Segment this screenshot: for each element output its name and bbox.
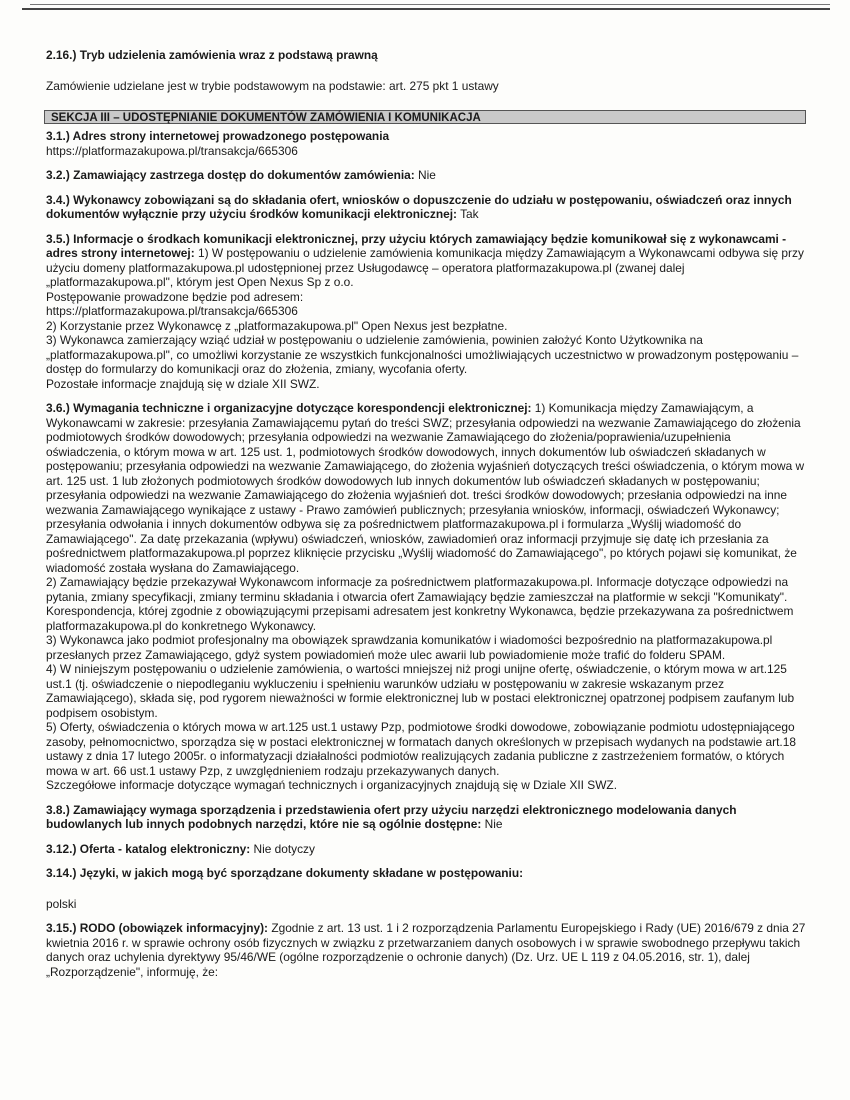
section-3-6-line: 5) Oferty, oświadczenia o których mowa w art.125 ust.1 ustawy Pzp, podmiotowe środki dowodowe, zobowiązanie podmiotu udostępniającego zasoby, pełnomocnictwo, sporządza się w postaci elektronicznej w formatach danych określonych w przepisach wydanych na podstawie art.18 ustawy z dnia 17 lutego 2005r. o informatyzacji działalności podmiotów realizujących zadania publiczne z zastrzeżeniem formatów, o których mowa w art. 66 ust.1 ustawy Pzp, z uwzględnieniem rodzaju przekazywanych danych. bbox=[46, 720, 796, 778]
section-3-15-heading: 3.15.) RODO (obowiązek informacyjny): bbox=[46, 921, 269, 935]
section-3-5-line: https://platformazakupowa.pl/transakcja/665306 bbox=[46, 304, 298, 318]
section-3-15 bbox=[46, 921, 806, 979]
section-3-2-value: Nie bbox=[414, 168, 436, 182]
section-3-6-line: 2) Zamawiający będzie przekazywał Wykonawcom informacje za pośrednictwem platformazakupowa.pl. Informacje dotyczące odpowiedzi na pytania, zmiany specyfikacji, zmiany terminu składania i otwarcia ofert Zamawiający będzie zamieszczał na platformie w sekcji "Komunikaty". Korespondencja, której zgodnie z obowiązującymi przepisami adresatem jest konkretny Wykonawca, będzie przekazywana za pośrednictwem platformazakupowa.pl do konkretnego Wykonawcy. bbox=[46, 575, 794, 633]
section-3-1 bbox=[46, 129, 806, 158]
section-3-5-line: 3) Wykonawca zamierzający wziąć udział w postępowaniu o udzielenie zamówienia, powinien założyć Konto Użytkownika na „platformazakupowa.pl", co umożliwi korzystanie ze wszystkich funkcjonalności umożliwiających uczestnictwo w prowadzonym postępowaniu – dostęp do formularzy do komunikacji oraz do złożenia, zmiany, wycofania oferty. bbox=[46, 333, 799, 376]
document-body bbox=[46, 48, 806, 979]
section-3-6-lead: 1) Komunikacja między Zamawiającym, a Wykonawcami w zakresie: przesyłania Zamawiającemu pytań do treści SWZ; przesyłania odpowiedzi na wezwanie Zamawiającego do złożenia podmiotowych środków dowodowych; przesyłania odpowiedzi na wezwanie Zamawiającego do złożenia/poprawienia/uzupełnienia oświadczenia, o którym mowa w art. 125 ust. 1, podmiotowych środków dowodowych, innych dokumentów lub oświadczeń składanych w postępowaniu; przesyłania odpowiedzi na wezwanie Zamawiającego, do złożenia wyjaśnień dotyczących treści oświadczenia, o którym mowa w art. 125 ust. 1 lub złożonych podmiotowych środków dowodowych lub innych dokumentów lub oświadczeń składanych w postępowaniu; przesyłania odpowiedzi na wezwanie Zamawiającego do złożenia wyjaśnień dot. treści środków dowodowych; przesłania odpowiedzi na inne wezwania Zamawiającego wynikające z ustawy - Prawo zamówień publicznych; przesyłania wniosków, informacji, oświadczeń Wykonawcy; przesyłania odwołania i innych dokumentów odbywa się za pośrednictwem platformazakupowa.pl i formularza „Wyślij wiadomość do Zamawiającego". Za datę przekazania (wpływu) oświadczeń, wniosków, zawiadomień oraz informacji przyjmuje się datę ich przesłania za pośrednictwem platformazakupowa.pl poprzez kliknięcie przycisku „Wyślij wiadomość do Zamawiającego", po których pojawi się komunikat, że wiadomość została wysłana do Zamawiającego. bbox=[46, 401, 805, 575]
section-2-16-heading: 2.16.) Tryb udzielenia zamówienia wraz z podstawą prawną bbox=[46, 48, 378, 62]
section-3-8-heading: 3.8.) Zamawiający wymaga sporządzenia i przedstawienia ofert przy użyciu narzędzi elektronicznego modelowania danych budowlanych lub innych podobnych narzędzi, które nie są ogólnie dostępne: bbox=[46, 802, 737, 831]
section-3-2-heading: 3.2.) Zamawiający zastrzega dostęp do dokumentów zamówienia: bbox=[46, 168, 415, 182]
section-3-5-line: 2) Korzystanie przez Wykonawcę z „platformazakupowa.pl" Open Nexus jest bezpłatne. bbox=[46, 318, 508, 333]
top-rule bbox=[22, 8, 830, 10]
section-iii-banner: SEKCJA III – UDOSTĘPNIANIE DOKUMENTÓW ZAMÓWIENIA I KOMUNIKACJA bbox=[44, 110, 806, 124]
section-3-5-line: Pozostałe informacje znajdują się w dziale XII SWZ. bbox=[46, 376, 320, 391]
section-3-12 bbox=[46, 842, 806, 857]
section-3-6 bbox=[46, 401, 806, 793]
section-3-14-value: polski bbox=[46, 896, 77, 911]
section-3-6-line: 4) W niniejszym postępowaniu o udzielenie zamówienia, o wartości mniejszej niż progi unijne ofertę, oświadczenie, o którym mowa w art.125 ust.1 (tj. oświadczenie o niepodleganiu wykluczeniu i spełnieniu warunków udziału w postępowaniu w zakresie wskazanym przez Zamawiającego), składa się, pod rygorem nieważności w formie elektronicznej lub w postaci elektronicznej opatrzonej podpisem zaufanym lub podpisem osobistym. bbox=[46, 662, 795, 720]
section-3-14-heading: 3.14.) Języki, w jakich mogą być sporządzane dokumenty składane w postępowaniu: bbox=[46, 866, 524, 880]
section-3-1-url: https://platformazakupowa.pl/transakcja/665306 bbox=[46, 143, 298, 158]
section-3-5 bbox=[46, 232, 806, 392]
section-3-2 bbox=[46, 168, 806, 183]
section-3-5-line: Postępowanie prowadzone będzie pod adresem: bbox=[46, 289, 304, 304]
section-2-16 bbox=[46, 48, 806, 93]
section-3-8 bbox=[46, 803, 806, 832]
section-3-5-heading: 3.5.) Informacje o środkach komunikacji elektronicznej, przy użyciu których zamawiający będzie komunikował się z wykonawcami - adres strony internetowej: bbox=[46, 231, 787, 260]
section-3-12-value: Nie dotyczy bbox=[250, 841, 315, 856]
section-3-12-heading: 3.12.) Oferta - katalog elektroniczny: bbox=[46, 841, 251, 856]
section-3-4 bbox=[46, 193, 806, 222]
section-3-6-heading: 3.6.) Wymagania techniczne i organizacyjne dotyczące korespondencji elektronicznej: bbox=[46, 401, 532, 415]
section-3-6-line: 3) Wykonawca jako podmiot profesjonalny ma obowiązek sprawdzania komunikatów i wiadomości bezpośrednio na platformazakupowa.pl przesłanych przez Zamawiającego, gdyż system powiadomień może ulec awarii lub powiadomienie może trafić do folderu SPAM. bbox=[46, 633, 773, 662]
section-3-5-lead: 1) W postępowaniu o udzielenie zamówienia komunikacja między Zamawiającym a Wykonawcami odbywa się przy użyciu domeny platformazakupowa.pl udostępnionej przez Usługodawcę – operatora platformazakupowa.pl (zwanej dalej „platformazakupowa.pl", którym jest Open Nexus Sp z o.o. bbox=[46, 246, 804, 289]
section-3-6-line: Szczegółowe informacje dotyczące wymagań technicznych i organizacyjnych znajdują się w Dziale XII SWZ. bbox=[46, 778, 618, 792]
section-2-16-body: Zamówienie udzielane jest w trybie podstawowym na podstawie: art. 275 pkt 1 ustawy bbox=[46, 78, 499, 93]
section-3-8-value: Nie bbox=[481, 817, 503, 831]
section-3-1-heading: 3.1.) Adres strony internetowej prowadzonego postępowania bbox=[46, 129, 390, 143]
section-3-14 bbox=[46, 866, 806, 911]
section-3-4-value: Tak bbox=[457, 207, 479, 221]
section-3-4-heading: 3.4.) Wykonawcy zobowiązani są do składania ofert, wniosków o dopuszczenie do udziału w postępowaniu, oświadczeń oraz innych dokumentów wyłącznie przy użyciu środków komunikacji elektronicznej: bbox=[46, 192, 792, 221]
top-rule-thin bbox=[30, 4, 830, 5]
section-3-15-body: Zgodnie z art. 13 ust. 1 i 2 rozporządzenia Parlamentu Europejskiego i Rady (UE) 2016/679 z dnia 27 kwietnia 2016 r. w sprawie ochrony osób fizycznych w związku z przetwarzaniem danych osobowych i w sprawie swobodnego przepływu takich danych oraz uchylenia dyrektywy 95/46/WE (ogólne rozporządzenie o ochronie danych) (Dz. Urz. UE L 119 z 04.05.2016, str. 1), dalej „Rozporządzenie", informuję, że: bbox=[46, 921, 806, 979]
